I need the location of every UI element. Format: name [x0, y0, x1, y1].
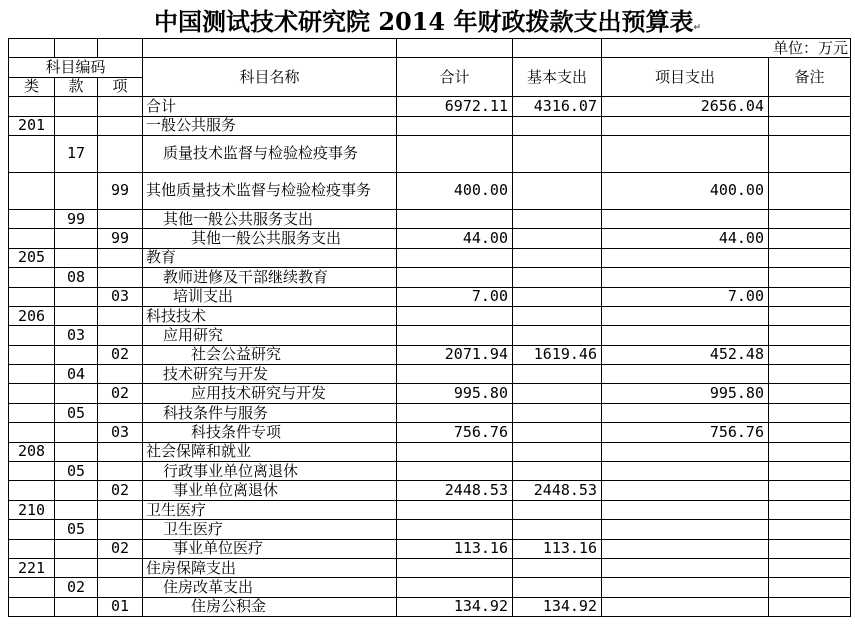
remark-cell — [769, 481, 851, 500]
code-lei-cell — [9, 287, 55, 306]
basic-cell — [513, 287, 602, 306]
table-row — [9, 500, 851, 519]
code-kuan-cell — [55, 248, 98, 267]
table-row — [9, 462, 851, 481]
code-xiang-cell — [98, 326, 143, 345]
unit-label: 单位：万元 — [602, 39, 851, 58]
total-cell — [397, 520, 513, 539]
subject-name-cell: 住房公积金 — [143, 597, 397, 616]
remark-cell — [769, 578, 851, 597]
code-kuan-cell — [55, 229, 98, 248]
remark-cell — [769, 403, 851, 422]
total-cell: 134.92 — [397, 597, 513, 616]
code-lei-cell — [9, 462, 55, 481]
project-cell — [602, 520, 769, 539]
total-cell — [397, 248, 513, 267]
code-lei-cell — [9, 345, 55, 364]
code-lei-cell — [9, 481, 55, 500]
subject-name-cell: 科技条件与服务 — [143, 403, 397, 422]
basic-cell: 1619.46 — [513, 345, 602, 364]
code-lei-cell — [9, 268, 55, 287]
code-lei-cell — [9, 539, 55, 558]
table-row — [9, 248, 851, 267]
table-row — [9, 520, 851, 539]
total-cell: 7.00 — [397, 287, 513, 306]
table-row — [9, 384, 851, 403]
remark-cell — [769, 384, 851, 403]
project-cell — [602, 597, 769, 616]
basic-cell: 4316.07 — [513, 97, 602, 116]
header-project: 项目支出 — [602, 58, 769, 97]
basic-cell — [513, 268, 602, 287]
total-cell: 756.76 — [397, 423, 513, 442]
total-cell — [397, 116, 513, 135]
subject-name-cell: 培训支出 — [143, 287, 397, 306]
code-kuan-cell: 02 — [55, 578, 98, 597]
code-kuan-cell: 05 — [55, 403, 98, 422]
basic-cell — [513, 442, 602, 461]
remark-cell — [769, 135, 851, 172]
code-xiang-cell: 02 — [98, 481, 143, 500]
project-cell — [602, 442, 769, 461]
total-cell — [397, 500, 513, 519]
basic-cell — [513, 116, 602, 135]
document-title — [0, 4, 855, 40]
remark-cell — [769, 462, 851, 481]
total-cell — [397, 209, 513, 228]
basic-cell — [513, 520, 602, 539]
header-remark: 备注 — [769, 58, 851, 97]
project-cell — [602, 116, 769, 135]
table-row — [9, 365, 851, 384]
code-xiang-cell: 02 — [98, 539, 143, 558]
code-lei-cell — [9, 578, 55, 597]
remark-cell — [769, 229, 851, 248]
remark-cell — [769, 97, 851, 116]
total-cell — [397, 135, 513, 172]
code-kuan-cell — [55, 539, 98, 558]
code-lei-cell — [9, 423, 55, 442]
code-lei-cell — [9, 326, 55, 345]
total-cell: 2448.53 — [397, 481, 513, 500]
remark-cell — [769, 597, 851, 616]
basic-cell — [513, 306, 602, 325]
basic-cell — [513, 229, 602, 248]
code-lei-cell: 208 — [9, 442, 55, 461]
project-cell — [602, 306, 769, 325]
subject-name-cell: 其他质量技术监督与检验检疫事务 — [143, 172, 397, 209]
subject-name-cell: 教师进修及干部继续教育 — [143, 268, 397, 287]
project-cell — [602, 268, 769, 287]
basic-cell — [513, 135, 602, 172]
header-total: 合计 — [397, 58, 513, 97]
total-cell — [397, 578, 513, 597]
remark-cell — [769, 116, 851, 135]
subject-name-cell: 行政事业单位离退休 — [143, 462, 397, 481]
unit-spacer-cell — [98, 39, 143, 58]
code-kuan-cell — [55, 97, 98, 116]
total-cell: 113.16 — [397, 539, 513, 558]
subject-name-cell: 合计 — [143, 97, 397, 116]
subject-name-cell: 应用研究 — [143, 326, 397, 345]
remark-cell — [769, 326, 851, 345]
basic-cell: 2448.53 — [513, 481, 602, 500]
code-lei-cell — [9, 229, 55, 248]
subject-name-cell: 社会保障和就业 — [143, 442, 397, 461]
table-row — [9, 597, 851, 616]
subject-name-cell: 卫生医疗 — [143, 520, 397, 539]
code-lei-cell — [9, 365, 55, 384]
basic-cell — [513, 423, 602, 442]
subject-name-cell: 一般公共服务 — [143, 116, 397, 135]
code-lei-cell — [9, 520, 55, 539]
subject-name-cell: 科技条件专项 — [143, 423, 397, 442]
subject-name-cell: 其他一般公共服务支出 — [143, 229, 397, 248]
subject-name-cell: 事业单位离退休 — [143, 481, 397, 500]
total-cell: 400.00 — [397, 172, 513, 209]
table-row — [9, 209, 851, 228]
code-xiang-cell — [98, 248, 143, 267]
unit-spacer-cell — [55, 39, 98, 58]
code-lei-cell — [9, 597, 55, 616]
total-cell — [397, 306, 513, 325]
total-cell: 6972.11 — [397, 97, 513, 116]
table-row — [9, 403, 851, 422]
total-cell — [397, 558, 513, 577]
subject-name-cell: 教育 — [143, 248, 397, 267]
code-xiang-cell — [98, 462, 143, 481]
total-cell — [397, 462, 513, 481]
remark-cell — [769, 248, 851, 267]
project-cell — [602, 135, 769, 172]
project-cell: 7.00 — [602, 287, 769, 306]
code-lei-cell — [9, 403, 55, 422]
remark-cell — [769, 500, 851, 519]
code-kuan-cell: 04 — [55, 365, 98, 384]
code-xiang-cell — [98, 268, 143, 287]
header-lei: 类 — [9, 77, 55, 96]
budget-table — [8, 38, 851, 617]
project-cell — [602, 500, 769, 519]
table-row — [9, 423, 851, 442]
total-cell: 44.00 — [397, 229, 513, 248]
remark-cell — [769, 539, 851, 558]
code-kuan-cell — [55, 500, 98, 519]
basic-cell — [513, 578, 602, 597]
code-lei-cell: 206 — [9, 306, 55, 325]
remark-cell — [769, 365, 851, 384]
code-kuan-cell — [55, 345, 98, 364]
code-lei-cell — [9, 135, 55, 172]
unit-row — [9, 39, 851, 58]
code-lei-cell — [9, 209, 55, 228]
code-xiang-cell: 99 — [98, 229, 143, 248]
header-code-group: 科目编码 — [9, 58, 143, 77]
basic-cell — [513, 209, 602, 228]
table-row — [9, 306, 851, 325]
basic-cell — [513, 248, 602, 267]
code-kuan-cell: 05 — [55, 520, 98, 539]
subject-name-cell: 卫生医疗 — [143, 500, 397, 519]
project-cell: 44.00 — [602, 229, 769, 248]
remark-cell — [769, 306, 851, 325]
table-row — [9, 539, 851, 558]
total-cell: 2071.94 — [397, 345, 513, 364]
subject-name-cell: 科技技术 — [143, 306, 397, 325]
code-lei-cell: 201 — [9, 116, 55, 135]
code-kuan-cell — [55, 558, 98, 577]
code-lei-cell: 210 — [9, 500, 55, 519]
basic-cell — [513, 500, 602, 519]
code-kuan-cell — [55, 481, 98, 500]
code-xiang-cell: 03 — [98, 423, 143, 442]
table-row — [9, 116, 851, 135]
basic-cell — [513, 365, 602, 384]
table-row — [9, 578, 851, 597]
project-cell — [602, 539, 769, 558]
code-kuan-cell — [55, 597, 98, 616]
code-xiang-cell — [98, 365, 143, 384]
project-cell — [602, 558, 769, 577]
subject-name-cell: 其他一般公共服务支出 — [143, 209, 397, 228]
subject-name-cell: 质量技术监督与检验检疫事务 — [143, 135, 397, 172]
table-row — [9, 97, 851, 116]
code-xiang-cell — [98, 500, 143, 519]
remark-cell — [769, 287, 851, 306]
remark-cell — [769, 172, 851, 209]
code-lei-cell — [9, 384, 55, 403]
header-basic: 基本支出 — [513, 58, 602, 97]
subject-name-cell: 技术研究与开发 — [143, 365, 397, 384]
code-kuan-cell — [55, 116, 98, 135]
basic-cell — [513, 558, 602, 577]
remark-cell — [769, 558, 851, 577]
code-lei-cell — [9, 172, 55, 209]
remark-cell — [769, 268, 851, 287]
table-row — [9, 481, 851, 500]
basic-cell — [513, 326, 602, 345]
subject-name-cell: 应用技术研究与开发 — [143, 384, 397, 403]
project-cell — [602, 481, 769, 500]
total-cell — [397, 365, 513, 384]
remark-cell — [769, 442, 851, 461]
unit-spacer-cell — [9, 39, 55, 58]
code-xiang-cell — [98, 520, 143, 539]
total-cell — [397, 268, 513, 287]
code-kuan-cell — [55, 423, 98, 442]
code-kuan-cell — [55, 306, 98, 325]
code-xiang-cell — [98, 209, 143, 228]
code-kuan-cell: 05 — [55, 462, 98, 481]
code-xiang-cell — [98, 403, 143, 422]
code-lei-cell — [9, 97, 55, 116]
code-kuan-cell — [55, 442, 98, 461]
code-xiang-cell: 03 — [98, 287, 143, 306]
project-cell — [602, 209, 769, 228]
project-cell — [602, 365, 769, 384]
code-xiang-cell — [98, 558, 143, 577]
project-cell — [602, 326, 769, 345]
total-cell — [397, 442, 513, 461]
table-row — [9, 345, 851, 364]
unit-spacer-cell — [513, 39, 602, 58]
basic-cell — [513, 403, 602, 422]
table-row — [9, 268, 851, 287]
remark-cell — [769, 209, 851, 228]
project-cell — [602, 403, 769, 422]
project-cell: 452.48 — [602, 345, 769, 364]
code-kuan-cell: 03 — [55, 326, 98, 345]
subject-name-cell: 住房保障支出 — [143, 558, 397, 577]
basic-cell: 134.92 — [513, 597, 602, 616]
code-kuan-cell — [55, 384, 98, 403]
table-row — [9, 172, 851, 209]
table-row — [9, 558, 851, 577]
subject-name-cell: 住房改革支出 — [143, 578, 397, 597]
subject-name-cell: 社会公益研究 — [143, 345, 397, 364]
code-kuan-cell: 99 — [55, 209, 98, 228]
header-kuan: 款 — [55, 77, 98, 96]
code-xiang-cell — [98, 442, 143, 461]
code-xiang-cell — [98, 97, 143, 116]
code-kuan-cell: 17 — [55, 135, 98, 172]
subject-name-cell: 事业单位医疗 — [143, 539, 397, 558]
code-xiang-cell: 02 — [98, 345, 143, 364]
project-cell — [602, 462, 769, 481]
code-kuan-cell — [55, 287, 98, 306]
table-row — [9, 135, 851, 172]
table-row — [9, 326, 851, 345]
code-xiang-cell: 02 — [98, 384, 143, 403]
table-row — [9, 442, 851, 461]
header-row-1 — [9, 58, 851, 77]
basic-cell: 113.16 — [513, 539, 602, 558]
code-kuan-cell: 08 — [55, 268, 98, 287]
remark-cell — [769, 423, 851, 442]
code-lei-cell: 205 — [9, 248, 55, 267]
project-cell: 995.80 — [602, 384, 769, 403]
basic-cell — [513, 172, 602, 209]
code-xiang-cell — [98, 135, 143, 172]
total-cell — [397, 403, 513, 422]
code-xiang-cell: 01 — [98, 597, 143, 616]
code-xiang-cell — [98, 116, 143, 135]
unit-spacer-cell — [143, 39, 397, 58]
project-cell: 756.76 — [602, 423, 769, 442]
code-lei-cell: 221 — [9, 558, 55, 577]
project-cell: 400.00 — [602, 172, 769, 209]
code-kuan-cell — [55, 172, 98, 209]
code-xiang-cell: 99 — [98, 172, 143, 209]
table-row — [9, 287, 851, 306]
header-name: 科目名称 — [143, 58, 397, 97]
title-text: 中国测试技术研究院 2014 年财政拨款支出预算表 — [153, 7, 694, 36]
unit-spacer-cell — [397, 39, 513, 58]
remark-cell — [769, 345, 851, 364]
project-cell — [602, 248, 769, 267]
basic-cell — [513, 462, 602, 481]
paragraph-mark: ↵ — [693, 23, 702, 33]
total-cell — [397, 326, 513, 345]
total-cell: 995.80 — [397, 384, 513, 403]
code-xiang-cell — [98, 578, 143, 597]
project-cell: 2656.04 — [602, 97, 769, 116]
code-xiang-cell — [98, 306, 143, 325]
project-cell — [602, 578, 769, 597]
table-row — [9, 229, 851, 248]
remark-cell — [769, 520, 851, 539]
header-xiang: 项 — [98, 77, 143, 96]
basic-cell — [513, 384, 602, 403]
